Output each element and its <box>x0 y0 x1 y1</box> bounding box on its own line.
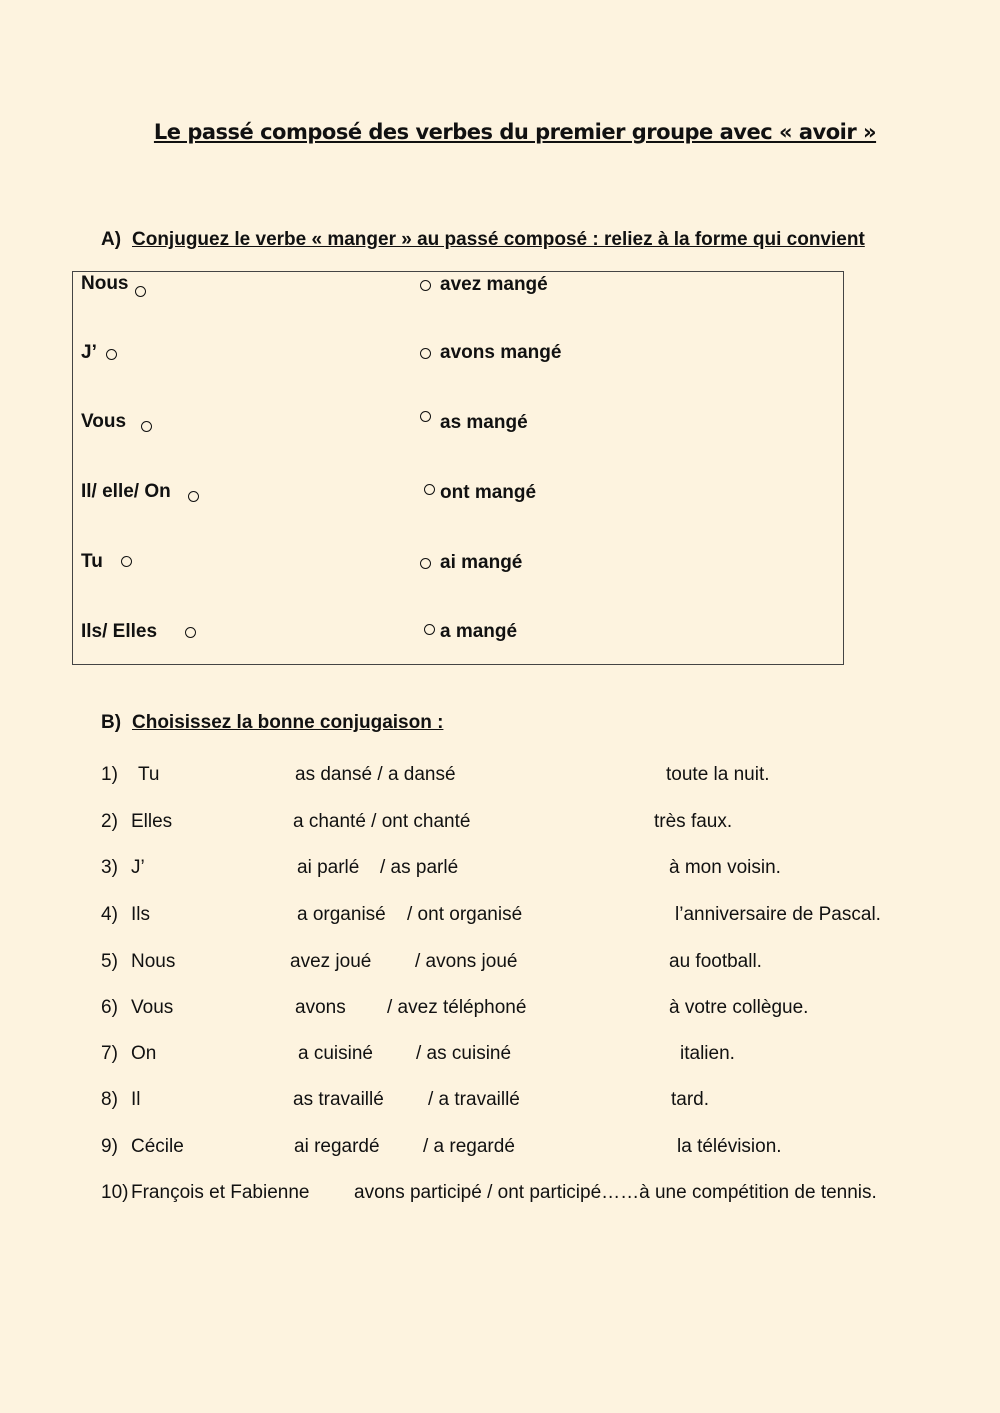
section-b-letter: B) <box>101 712 122 733</box>
section-b-instruction: Choisissez la bonne conjugaison : <box>132 712 444 733</box>
form-as-mange: as mangé <box>440 412 528 433</box>
left-connector-je[interactable] <box>106 349 117 360</box>
form-ai-mange: ai mangé <box>440 552 523 573</box>
item-number: 5) <box>101 951 118 972</box>
item-subject: Cécile <box>131 1136 184 1157</box>
pronoun-je: J’ <box>81 342 97 363</box>
item-ending: l’anniversaire de Pascal. <box>675 904 881 925</box>
item-subject: Il <box>131 1089 141 1110</box>
form-a-mange: a mangé <box>440 621 518 642</box>
item-option-1[interactable]: ai regardé <box>294 1136 380 1157</box>
item-subject: Tu <box>138 764 160 785</box>
right-connector-a[interactable] <box>424 624 435 635</box>
item-number: 9) <box>101 1136 118 1157</box>
pronoun-vous: Vous <box>81 411 127 432</box>
matching-box <box>72 271 844 665</box>
item-option[interactable]: a chanté / ont chanté <box>293 811 471 832</box>
right-connector-avez[interactable] <box>420 280 431 291</box>
item-number: 8) <box>101 1089 118 1110</box>
pronoun-nous: Nous <box>81 273 129 294</box>
right-connector-ai[interactable] <box>420 558 431 569</box>
item-option[interactable]: as dansé / a dansé <box>295 764 456 785</box>
item-number: 6) <box>101 997 118 1018</box>
item-option-2[interactable]: / as cuisiné <box>416 1043 512 1064</box>
item-option-2[interactable]: / as parlé <box>380 857 459 878</box>
item-option-1[interactable]: avez joué <box>290 951 372 972</box>
item-option-2[interactable]: / ont organisé <box>407 904 523 925</box>
page-title: Le passé composé des verbes du premier groupe avec « avoir » <box>153 120 877 144</box>
right-connector-as[interactable] <box>420 411 431 422</box>
item-number: 3) <box>101 857 118 878</box>
item-option-2[interactable]: / a regardé <box>423 1136 515 1157</box>
item-ending: tard. <box>671 1089 710 1110</box>
item-number: 7) <box>101 1043 118 1064</box>
left-connector-ils-elles[interactable] <box>185 627 196 638</box>
item-ending: toute la nuit. <box>666 764 770 785</box>
item-ending: la télévision. <box>677 1136 782 1157</box>
item-subject: Ils <box>131 904 150 925</box>
right-connector-ont[interactable] <box>424 484 435 495</box>
right-connector-avons[interactable] <box>420 348 431 359</box>
item-subject: Elles <box>131 811 173 832</box>
pronoun-tu: Tu <box>81 551 103 572</box>
left-connector-il-elle-on[interactable] <box>188 491 199 502</box>
left-connector-nous[interactable] <box>135 286 146 297</box>
item-number: 2) <box>101 811 118 832</box>
item-option-1[interactable]: a organisé <box>297 904 386 925</box>
pronoun-il-elle-on: Il/ elle/ On <box>81 481 171 502</box>
item-subject: François et Fabienne <box>131 1182 310 1203</box>
section-a-instruction: Conjuguez le verbe « manger » au passé composé : reliez à la forme qui convient <box>132 229 865 250</box>
item-number: 10) <box>101 1182 129 1203</box>
item-ending: au football. <box>669 951 762 972</box>
item-subject: Vous <box>131 997 174 1018</box>
left-connector-vous[interactable] <box>141 421 152 432</box>
item-subject: J’ <box>131 857 145 878</box>
form-avez-mange: avez mangé <box>440 274 548 295</box>
item-option-2[interactable]: / avons joué <box>415 951 518 972</box>
item-subject: Nous <box>131 951 176 972</box>
form-avons-mange: avons mangé <box>440 342 562 363</box>
item-ending: à mon voisin. <box>669 857 781 878</box>
item-number: 1) <box>101 764 118 785</box>
item-ending: très faux. <box>654 811 733 832</box>
item-option-1[interactable]: ai parlé <box>297 857 360 878</box>
item-number: 4) <box>101 904 118 925</box>
item-subject: On <box>131 1043 157 1064</box>
item-option-1[interactable]: avons <box>295 997 346 1018</box>
item-ending: italien. <box>680 1043 735 1064</box>
form-ont-mange: ont mangé <box>440 482 537 503</box>
item-option-2[interactable]: / avez téléphoné <box>387 997 527 1018</box>
item-option-2[interactable]: / a travaillé <box>428 1089 520 1110</box>
section-a-letter: A) <box>101 229 122 250</box>
item-option-1[interactable]: a cuisiné <box>298 1043 373 1064</box>
item-options-and-ending[interactable]: avons participé / ont participé……à une compétition de tennis. <box>354 1182 877 1203</box>
left-connector-tu[interactable] <box>121 556 132 567</box>
item-ending: à votre collègue. <box>669 997 809 1018</box>
pronoun-ils-elles: Ils/ Elles <box>81 621 158 642</box>
item-option-1[interactable]: as travaillé <box>293 1089 384 1110</box>
